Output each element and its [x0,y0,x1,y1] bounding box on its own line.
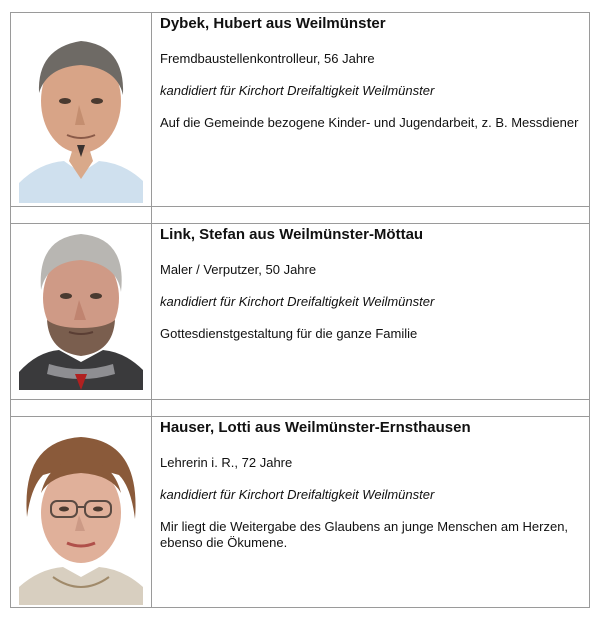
candidate-row [11,13,589,207]
candidate-profession: Fremdbaustellenkontrolleur, 56 Jahre [160,51,375,66]
spacer-row [11,400,589,417]
spacer-cell [152,400,589,416]
candidate-table [10,12,590,608]
candidate-name: Hauser, Lotti aus Weilmünster-Ernsthausen [160,419,471,436]
candidate-candidacy: kandidiert für Kirchort Dreifaltigkeit Weilmünster [160,294,435,309]
candidate-profession: Maler / Verputzer, 50 Jahre [160,262,317,277]
photo-cell [11,13,152,206]
spacer-cell [152,207,589,223]
candidate-row [11,417,589,607]
spacer-cell [11,400,152,417]
info-cell [152,417,589,607]
photo-cell [11,224,152,399]
candidate-focus: Mir liegt die Weitergabe des Glaubens an junge Menschen am Herzen, ebenso die Ökumene. [160,519,569,550]
candidate-photo-dybek [19,23,143,203]
candidate-candidacy: kandidiert für Kirchort Dreifaltigkeit Weilmünster [160,487,435,502]
candidate-row [11,224,589,400]
candidate-photo-hauser [19,427,143,605]
candidate-candidacy: kandidiert für Kirchort Dreifaltigkeit Weilmünster [160,83,435,98]
photo-cell [11,417,152,607]
info-cell [152,224,589,399]
candidate-focus: Auf die Gemeinde bezogene Kinder- und Jugendarbeit, z. B. Messdiener [160,115,579,130]
candidate-photo-link [19,224,143,390]
candidate-name: Link, Stefan aus Weilmünster-Möttau [160,226,424,243]
info-cell [152,13,589,206]
spacer-cell [11,207,152,224]
candidate-profession: Lehrerin i. R., 72 Jahre [160,455,293,470]
spacer-row [11,207,589,224]
candidate-focus: Gottesdienstgestaltung für die ganze Familie [160,326,418,341]
candidate-name: Dybek, Hubert aus Weilmünster [160,15,386,32]
